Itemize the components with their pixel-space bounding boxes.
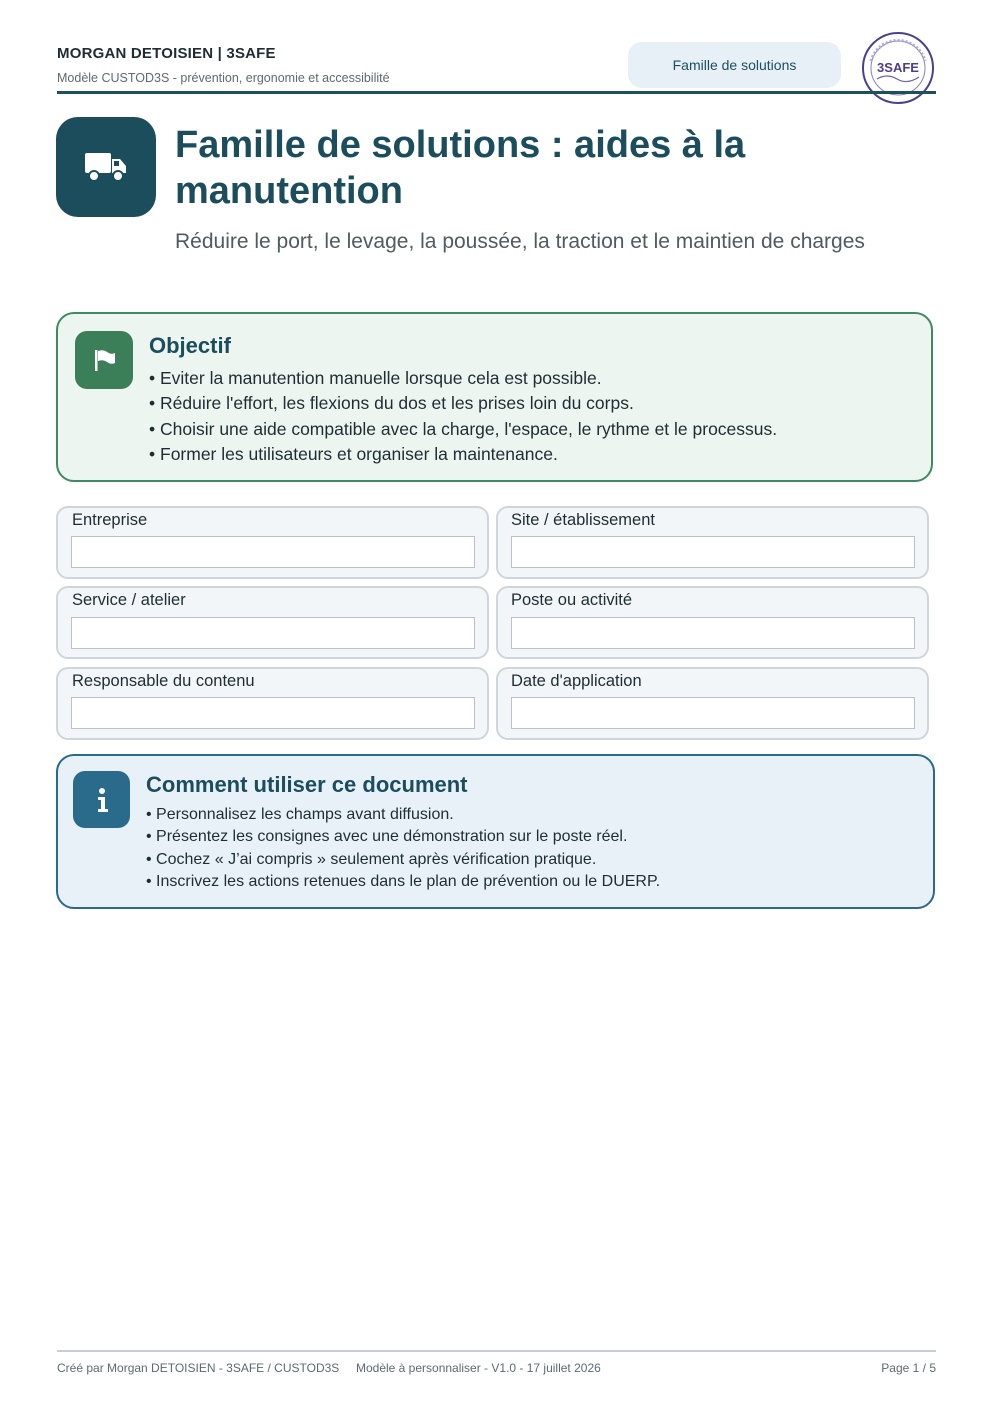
field-date	[496, 667, 929, 740]
list-item: • Présentez les consignes avec une démonstration sur le poste réel.	[146, 826, 916, 848]
page-title: Famille de solutions : aides à la manutention	[175, 124, 746, 212]
info-title: Comment utiliser ce document	[146, 772, 468, 797]
header-model: Modèle CUSTOD3S - prévention, ergonomie et accessibilité	[57, 71, 390, 85]
field-site	[496, 506, 929, 579]
field-label: Site / établissement	[511, 511, 655, 529]
list-item: • Former les utilisateurs et organiser la maintenance.	[149, 442, 919, 467]
entreprise-input[interactable]	[71, 536, 475, 568]
responsable-input[interactable]	[71, 697, 475, 729]
date-input[interactable]	[511, 697, 915, 729]
objective-title: Objectif	[149, 333, 231, 358]
field-label: Service / atelier	[72, 591, 186, 609]
list-item: • Réduire l'effort, les flexions du dos et les prises loin du corps.	[149, 391, 919, 416]
field-service	[56, 586, 489, 659]
site-input[interactable]	[511, 536, 915, 568]
field-label: Entreprise	[72, 511, 148, 529]
footer-credits: Créé par Morgan DETOISIEN - 3SAFE / CUSTOD3S Modèle à personnaliser - V1.0 - 17 juillet 2026	[57, 1361, 601, 1375]
objective-list	[149, 366, 919, 467]
field-responsable	[56, 667, 489, 740]
service-input[interactable]	[71, 617, 475, 649]
list-item: • Eviter la manutention manuelle lorsque cela est possible.	[149, 366, 919, 391]
header-pill: Famille de solutions	[628, 42, 841, 88]
seal-text: 3SAFE	[877, 60, 919, 75]
poste-input[interactable]	[511, 617, 915, 649]
list-item: • Cochez « J’ai compris » seulement après vérification pratique.	[146, 849, 916, 871]
flag-icon	[75, 331, 133, 389]
page-number: Page 1 / 5	[881, 1361, 936, 1375]
footer-divider	[57, 1350, 936, 1352]
field-entreprise	[56, 506, 489, 579]
page-subtitle: Réduire le port, le levage, la poussée, la traction et le maintien de charges	[175, 230, 865, 253]
info-list	[146, 804, 916, 893]
field-label: Poste ou activité	[511, 591, 633, 609]
list-item: • Personnalisez les champs avant diffusion.	[146, 804, 916, 826]
header-divider	[57, 91, 936, 94]
list-item: • Choisir une aide compatible avec la charge, l'espace, le rythme et le processus.	[149, 417, 919, 442]
list-item: • Inscrivez les actions retenues dans le plan de prévention ou le DUERP.	[146, 871, 916, 893]
field-poste	[496, 586, 929, 659]
info-icon	[73, 771, 130, 828]
truck-icon	[56, 117, 156, 217]
field-label: Responsable du contenu	[72, 672, 255, 690]
header-author: MORGAN DETOISIEN | 3SAFE	[57, 45, 276, 62]
field-label: Date d'application	[511, 672, 642, 690]
